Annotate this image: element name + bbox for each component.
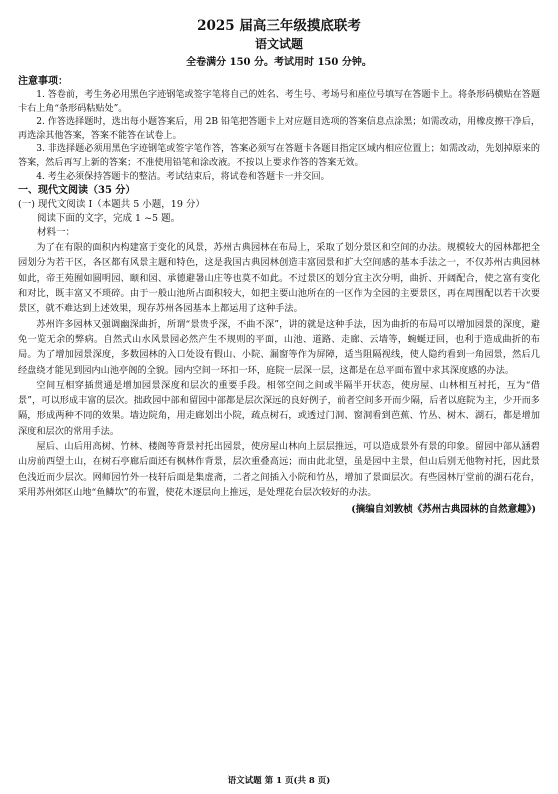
- note-item: 1. 答卷前，考生务必用黑色字迹钢笔或签字笔将自己的姓名、考生号、考场号和座位号填写在答题卡上。将条形码横贴在答题卡右上角“条形码粘贴处”。: [18, 90, 540, 114]
- note-item: 3. 非选择题必须用黑色字迹钢笔或签字笔作答，答案必须写在答题卡各题目指定区域内相应位置上；如需改动，先划掉原来的答案，然后再写上新的答案；不准使用铅笔和涂改液。不按以上要求作答的答案无效。: [18, 144, 540, 168]
- note-item: 2. 作答选择题时，选出每小题答案后，用 2B 铅笔把答题卡上对应题目选项的答案信息点涂黑；如需改动，用橡皮擦干净后，再选涂其他答案，答案不能答在试卷上。: [18, 117, 540, 141]
- note-item: 4. 考生必须保持答题卡的整洁。考试结束后，将试卷和答题卡一并交回。: [36, 171, 330, 182]
- notes-heading: 注意事项：: [18, 76, 68, 87]
- exam-score-time: 全卷满分 150 分。考试用时 150 分钟。: [186, 57, 372, 68]
- reading-instruction: 阅读下面的文字，完成 1 ~5 题。: [37, 213, 181, 225]
- article-paragraph: 苏州许多园林又强调幽深曲折，所谓“景贵乎深，不曲不深”，讲的就是这种手法，因为曲折的布局可以增加园景的深度，避免一览无余的弊病。自然式山水风景园必然产生不规则的平面，山池、道路、走廊、云墙等，蜿蜒迂回，也利于造成曲折的布局。为了增加园景深度，多数园林的入口处设有假山、小院、漏窗等作为屏障，适当阻隔视线，使人隐约看到一角园景，然后几经盘绕才能见到园内山池亭阁的全貌。园内空间一环扣一环，庭院一层深一层，这都是在总平面布置中求其深度感的办法。: [18, 318, 540, 376]
- article-paragraph: 为了在有限的面积内构建富于变化的风景，苏州古典园林在布局上，采取了划分景区和空间的办法。规模较大的园林都把全园划分为若干区，各区都有风景主题和特色，这是我国古典园林创造丰富园景和扩大空间感的基本手法之一，不仅苏州古典园林如此，帝王苑囿如圆明园、颐和园、承德避暑山庄等也莫不如此。不过景区的划分宜主次分明，曲折、开阔配合，使之富有变化和对比，既丰富又不琐碎。由于一般山池所占面积较大，如把主要山池所在的一区作为全园的主要景区，再在周围配以若干次要景区，就不难达到上述效果，现存苏州各园基本上都运用了这种手法。: [18, 242, 540, 315]
- section-heading: 一、现代文阅读（35 分）: [18, 185, 136, 197]
- article-paragraph: 空间互相穿插贯通是增加园景深度和层次的重要手段。相邻空间之间或半隔半开状态，使房屋、山林相互衬托，互为“借景”，可以形成丰富的层次。拙政园中部和留园中部都是层次深远的良好例子，前者空间多开而少隔，后者以庭院为主，少开而多隔，形成两种不同的效果。墙边院角，用走廊划出小院，疏点树石，或透过门洞、窗洞看到芭蕉、竹丛、树木、湖石，都是增加深度和层次的常用手法。: [18, 379, 540, 437]
- article-source: (摘编自刘敦桢《苏州古典园林的自然意趣》): [351, 504, 536, 516]
- page-footer: 语文试题 第 1 页(共 8 页): [227, 776, 331, 786]
- exam-title: 2025 届高三年级摸底联考: [197, 18, 361, 34]
- sub-section-heading: (一) 现代文阅读 Ⅰ（本题共 5 小题，19 分）: [18, 199, 205, 211]
- material-label: 材料一：: [37, 227, 76, 239]
- exam-subject: 语文试题: [254, 37, 303, 51]
- article-paragraph: 屋后、山后用高树、竹林、楼阁等背景衬托出园景，使房屋山林向上层层推远，可以造成景外有景的印象。留园中部从涵碧山房前西望土山，在树石亭廊后面还有枫林作背景，层次重叠高远；而由此北望，虽是园中主景，但山后别无他物衬托，因此景色浅近而少层次。网师园竹外一枝轩后面是集虚斋，二者之间插入小院和竹丛，增加了景面层次。有些园林厅堂前的湖石花台，采用苏州郊区山地“鱼鳞坎”的布置，使花木逐层向上推远，是处理花台层次较好的办法。: [18, 441, 540, 498]
